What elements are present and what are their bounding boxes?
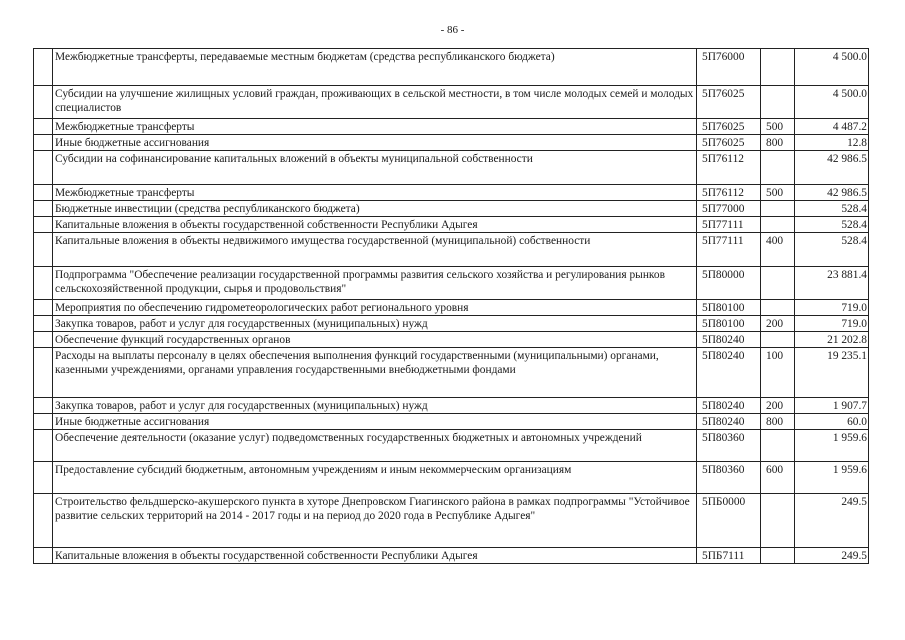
expense-name-cell: Подпрограмма "Обеспечение реализации государственной программы развития сельского хозяйства и регулирования рынков сельскохозяйственной продукции, сырья и продовольствия"	[53, 267, 697, 300]
expense-name-cell: Строительство фельдшерско-акушерского пункта в хуторе Днепровском Гиагинского района в рамках подпрограммы "Устойчивое развитие сельских территорий на 2014 - 2017 годы и на период до 2020 года в Республике Адыгея"	[53, 494, 697, 548]
expense-name-cell: Капитальные вложения в объекты государственной собственности Республики Адыгея	[53, 548, 697, 564]
target-code-cell: 5П76112	[697, 185, 761, 201]
amount-cell: 719.0	[795, 300, 869, 316]
row-marker-cell	[34, 267, 53, 300]
target-code-cell: 5П76000	[697, 49, 761, 86]
table-row	[34, 119, 869, 135]
amount-cell: 4 500.0	[795, 86, 869, 119]
row-marker-cell	[34, 201, 53, 217]
expense-name-cell: Обеспечение деятельности (оказание услуг) подведомственных государственных бюджетных и автономных учреждений	[53, 430, 697, 462]
target-code-cell: 5П80240	[697, 398, 761, 414]
table-row	[34, 300, 869, 316]
target-code-cell: 5П77111	[697, 233, 761, 267]
amount-cell: 42 986.5	[795, 185, 869, 201]
expense-name-cell: Предоставление субсидий бюджетным, автономным учреждениям и иным некоммерческим организациям	[53, 462, 697, 494]
expense-type-cell	[761, 430, 795, 462]
target-code-cell: 5П76025	[697, 119, 761, 135]
expense-type-cell	[761, 267, 795, 300]
expense-type-cell	[761, 151, 795, 185]
expense-type-cell	[761, 217, 795, 233]
amount-cell: 4 500.0	[795, 49, 869, 86]
amount-cell: 528.4	[795, 201, 869, 217]
row-marker-cell	[34, 548, 53, 564]
expense-type-cell: 200	[761, 398, 795, 414]
table-row	[34, 414, 869, 430]
expense-type-cell: 200	[761, 316, 795, 332]
row-marker-cell	[34, 414, 53, 430]
row-marker-cell	[34, 300, 53, 316]
target-code-cell: 5П80000	[697, 267, 761, 300]
budget-table	[33, 48, 869, 564]
table-row	[34, 332, 869, 348]
row-marker-cell	[34, 86, 53, 119]
amount-cell: 249.5	[795, 494, 869, 548]
amount-cell: 21 202.8	[795, 332, 869, 348]
table-row	[34, 151, 869, 185]
target-code-cell: 5П77000	[697, 201, 761, 217]
expense-type-cell	[761, 494, 795, 548]
amount-cell: 249.5	[795, 548, 869, 564]
expense-type-cell	[761, 300, 795, 316]
target-code-cell: 5П80240	[697, 348, 761, 398]
expense-type-cell	[761, 49, 795, 86]
amount-cell: 719.0	[795, 316, 869, 332]
expense-type-cell: 800	[761, 135, 795, 151]
table-row	[34, 185, 869, 201]
expense-name-cell: Субсидии на улучшение жилищных условий граждан, проживающих в сельской местности, в том числе молодых семей и молодых специалистов	[53, 86, 697, 119]
expense-name-cell: Закупка товаров, работ и услуг для государственных (муниципальных) нужд	[53, 398, 697, 414]
target-code-cell: 5ПБ7111	[697, 548, 761, 564]
amount-cell: 528.4	[795, 233, 869, 267]
table-row	[34, 316, 869, 332]
expense-type-cell: 500	[761, 119, 795, 135]
expense-type-cell: 500	[761, 185, 795, 201]
table-row	[34, 494, 869, 548]
amount-cell: 19 235.1	[795, 348, 869, 398]
row-marker-cell	[34, 332, 53, 348]
table-row	[34, 86, 869, 119]
target-code-cell: 5ПБ0000	[697, 494, 761, 548]
expense-name-cell: Бюджетные инвестиции (средства республиканского бюджета)	[53, 201, 697, 217]
amount-cell: 42 986.5	[795, 151, 869, 185]
target-code-cell: 5П80100	[697, 300, 761, 316]
expense-type-cell	[761, 86, 795, 119]
row-marker-cell	[34, 185, 53, 201]
row-marker-cell	[34, 316, 53, 332]
target-code-cell: 5П76025	[697, 135, 761, 151]
expense-type-cell: 800	[761, 414, 795, 430]
expense-name-cell: Капитальные вложения в объекты государственной собственности Республики Адыгея	[53, 217, 697, 233]
expense-type-cell: 400	[761, 233, 795, 267]
table-row	[34, 430, 869, 462]
amount-cell: 1 959.6	[795, 462, 869, 494]
expense-type-cell	[761, 548, 795, 564]
amount-cell: 12.8	[795, 135, 869, 151]
table-row	[34, 462, 869, 494]
expense-name-cell: Иные бюджетные ассигнования	[53, 414, 697, 430]
table-row	[34, 233, 869, 267]
table-row	[34, 548, 869, 564]
target-code-cell: 5П80360	[697, 462, 761, 494]
expense-name-cell: Мероприятия по обеспечению гидрометеорологических работ регионального уровня	[53, 300, 697, 316]
expense-name-cell: Иные бюджетные ассигнования	[53, 135, 697, 151]
row-marker-cell	[34, 233, 53, 267]
row-marker-cell	[34, 217, 53, 233]
expense-name-cell: Межбюджетные трансферты	[53, 185, 697, 201]
row-marker-cell	[34, 494, 53, 548]
target-code-cell: 5П80100	[697, 316, 761, 332]
amount-cell: 60.0	[795, 414, 869, 430]
target-code-cell: 5П76025	[697, 86, 761, 119]
expense-type-cell: 100	[761, 348, 795, 398]
row-marker-cell	[34, 49, 53, 86]
expense-type-cell: 600	[761, 462, 795, 494]
table-row	[34, 217, 869, 233]
target-code-cell: 5П76112	[697, 151, 761, 185]
target-code-cell: 5П80360	[697, 430, 761, 462]
expense-name-cell: Капитальные вложения в объекты недвижимого имущества государственной (муниципальной) собственности	[53, 233, 697, 267]
target-code-cell: 5П80240	[697, 414, 761, 430]
expense-name-cell: Межбюджетные трансферты, передаваемые местным бюджетам (средства республиканского бюджета)	[53, 49, 697, 86]
target-code-cell: 5П80240	[697, 332, 761, 348]
expense-name-cell: Закупка товаров, работ и услуг для государственных (муниципальных) нужд	[53, 316, 697, 332]
amount-cell: 1 959.6	[795, 430, 869, 462]
table-row	[34, 201, 869, 217]
row-marker-cell	[34, 119, 53, 135]
table-row	[34, 135, 869, 151]
expense-name-cell: Расходы на выплаты персоналу в целях обеспечения выполнения функций государственными (муниципальными) органами, казенными учреждениями, органами управления государственными внебюджетными фондами	[53, 348, 697, 398]
row-marker-cell	[34, 151, 53, 185]
table-row	[34, 348, 869, 398]
row-marker-cell	[34, 430, 53, 462]
row-marker-cell	[34, 398, 53, 414]
amount-cell: 528.4	[795, 217, 869, 233]
amount-cell: 1 907.7	[795, 398, 869, 414]
amount-cell: 23 881.4	[795, 267, 869, 300]
row-marker-cell	[34, 135, 53, 151]
expense-type-cell	[761, 332, 795, 348]
amount-cell: 4 487.2	[795, 119, 869, 135]
row-marker-cell	[34, 462, 53, 494]
row-marker-cell	[34, 348, 53, 398]
table-row	[34, 398, 869, 414]
target-code-cell: 5П77111	[697, 217, 761, 233]
expense-name-cell: Межбюджетные трансферты	[53, 119, 697, 135]
expense-name-cell: Обеспечение функций государственных органов	[53, 332, 697, 348]
expense-type-cell	[761, 201, 795, 217]
page-number: - 86 -	[440, 24, 465, 36]
budget-table-body	[34, 49, 869, 564]
table-row	[34, 267, 869, 300]
table-row	[34, 49, 869, 86]
expense-name-cell: Субсидии на софинансирование капитальных вложений в объекты муниципальной собственности	[53, 151, 697, 185]
